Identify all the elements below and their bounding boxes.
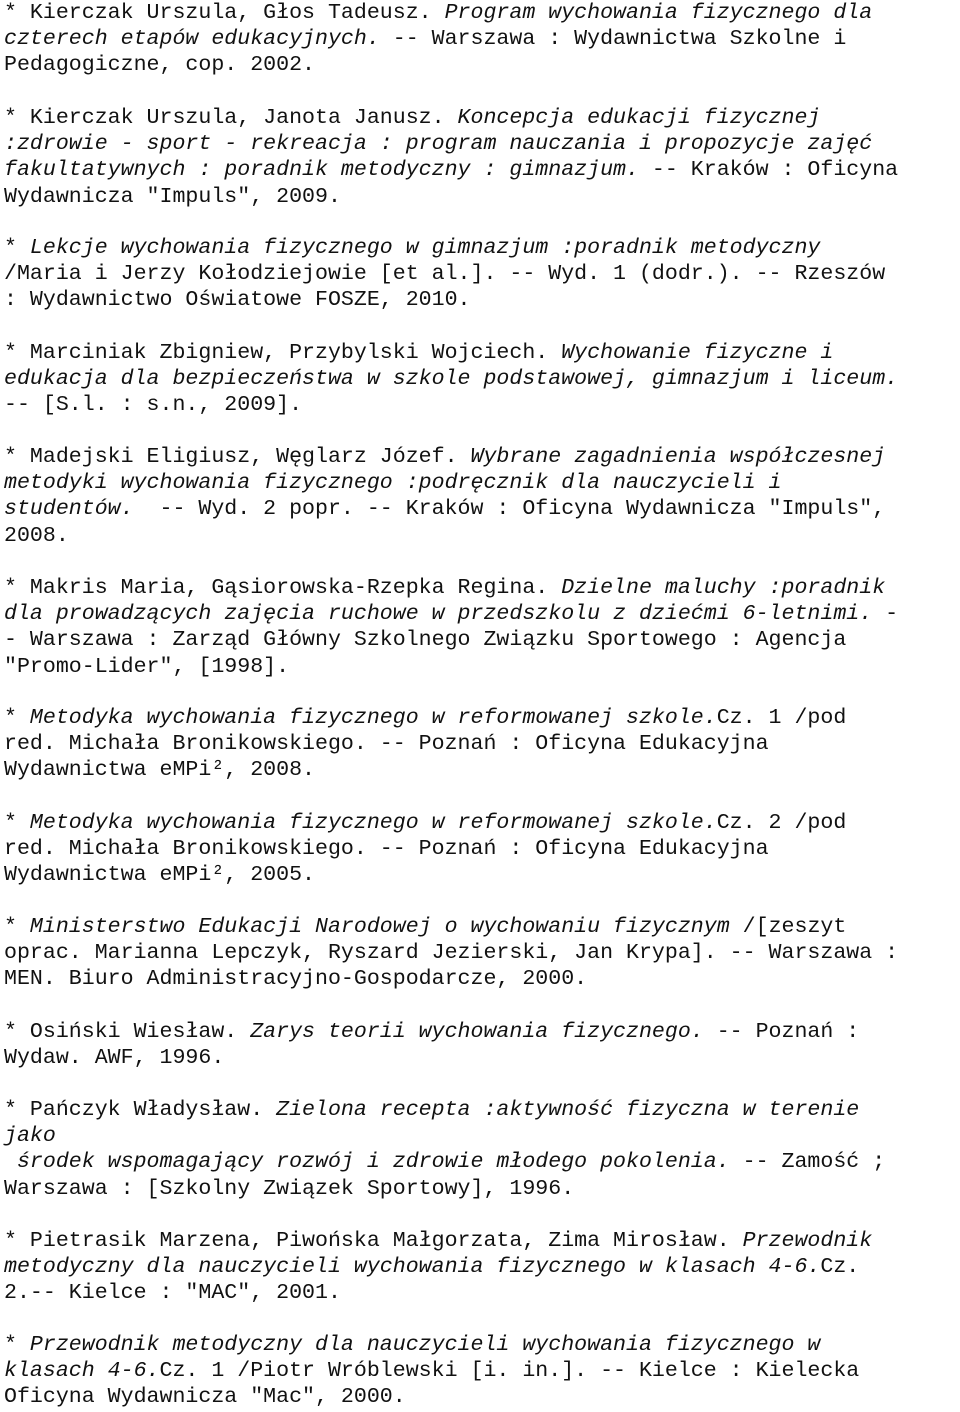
title-text: klasach 4-6. (4, 1359, 160, 1384)
citation-text: Cz. 1 /Piotr Wróblewski [i. in.]. -- Kielce : Kielecka (159, 1359, 860, 1384)
title-text: Ministerstwo Edukacji Narodowej o wychowaniu fizycznym (29, 915, 730, 939)
entry-line (4, 836, 769, 862)
entry-line (4, 157, 898, 183)
citation-text: * Osiński Wiesław. (4, 1020, 251, 1044)
entry-line (4, 1332, 820, 1358)
title-text: :zdrowie - sport - rekreacja : program nauczania i propozycje zajęć (4, 132, 873, 157)
citation-text: -- Kraków : Oficyna (638, 158, 899, 183)
title-text: Koncepcja edukacji fizycznej (457, 106, 821, 130)
citation-text: -- Wyd. 2 popr. -- Kraków : Oficyna Wydawnicza "Impuls", (133, 497, 886, 522)
citation-text: * (4, 236, 30, 260)
entry-line (4, 470, 782, 496)
citation-text: * Pietrasik Marzena, Piwońska Małgorzata, Zima Mirosław. (4, 1229, 743, 1253)
title-text: Metodyka wychowania fizycznego w reformowanej szkole. (29, 811, 717, 835)
entry-line (4, 340, 833, 366)
entry-line (4, 26, 846, 52)
entry-line (4, 1254, 859, 1280)
entry-line (4, 627, 846, 653)
entry-line (4, 914, 846, 940)
entry-line (4, 575, 885, 601)
citation-text: -- Zamość ; (729, 1150, 886, 1175)
title-text: Wychowanie fizyczne i (561, 341, 834, 365)
entry-line (4, 444, 885, 470)
entry-line (4, 1019, 859, 1045)
citation-text: red. Michała Bronikowskiego. -- Poznań : Oficyna Edukacyjna (4, 837, 769, 862)
citation-text: - (872, 602, 899, 627)
entry-line (4, 261, 885, 287)
citation-text: oprac. Marianna Lepczyk, Ryszard Jezierski, Jan Krypa]. -- Warszawa : (4, 941, 899, 966)
entry-line (4, 654, 289, 680)
citation-text: Wydawnictwa eMPi², 2008. (4, 758, 316, 783)
citation-text: * Makris Maria, Gąsiorowska-Rzepka Regina. (4, 576, 562, 600)
citation-text: * Kierczak Urszula, Głos Tadeusz. (4, 1, 445, 25)
citation-text: Wydawnictwa eMPi², 2005. (4, 863, 316, 888)
entry-line (4, 966, 587, 992)
title-text: metodyki wychowania fizycznego :podręcznik dla nauczycieli i (4, 471, 782, 496)
entry-line (4, 757, 315, 783)
citation-text: Wydawnicza "Impuls", 2009. (4, 184, 341, 209)
citation-text: /[zeszyt (729, 915, 847, 939)
title-text: edukacja dla bezpieczeństwa w szkole podstawowej, gimnazjum i liceum. (4, 367, 899, 392)
entry-line (4, 235, 820, 261)
entry-line (4, 523, 69, 549)
citation-text: Cz. (820, 1255, 860, 1280)
title-text: Program wychowania fizycznego dla (444, 1, 873, 25)
entry-line (4, 705, 846, 731)
entry-line (4, 392, 302, 418)
entry-line (4, 131, 872, 157)
citation-text: * (4, 1333, 30, 1357)
citation-text: -- Warszawa : Wydawnictwa Szkolne i (379, 27, 847, 52)
title-text: Przewodnik (742, 1229, 873, 1253)
entry-line (4, 1358, 859, 1384)
title-text: czterech etapów edukacyjnych. (4, 27, 380, 52)
entry-line (4, 1123, 56, 1149)
entry-line (4, 940, 898, 966)
entry-line (4, 1280, 341, 1306)
citation-text: * (4, 811, 30, 835)
title-text: Dzielne maluchy :poradnik (561, 576, 886, 600)
citation-text: - Warszawa : Zarząd Główny Szkolnego Związku Sportowego : Agencja (4, 628, 847, 653)
entry-line (4, 0, 872, 26)
citation-text: 2008. (4, 523, 69, 548)
title-text: Przewodnik metodyczny dla nauczycieli wychowania fizycznego w (29, 1333, 821, 1357)
title-text: studentów. (4, 497, 134, 522)
citation-text: /Maria i Jerzy Kołodziejowie [et al.]. -- Wyd. 1 (dodr.). -- Rzeszów (4, 262, 886, 287)
citation-text: * Pańczyk Władysław. (4, 1098, 277, 1122)
title-text: Metodyka wychowania fizycznego w reformowanej szkole. (29, 706, 717, 730)
entry-line (4, 496, 885, 522)
citation-text: : Wydawnictwo Oświatowe FOSZE, 2010. (4, 288, 471, 313)
citation-text: Oficyna Wydawnicza "Mac", 2000. (4, 1385, 406, 1410)
title-text: metodyczny dla nauczycieli wychowania fizycznego w klasach 4-6. (4, 1255, 821, 1280)
entry-line (4, 1149, 885, 1175)
citation-text: * Madejski Eligiusz, Węglarz Józef. (4, 445, 471, 469)
title-text: jako (4, 1124, 56, 1149)
citation-text: "Promo-Lider", [1998]. (4, 654, 290, 679)
entry-line (4, 1176, 574, 1202)
citation-text: * Marciniak Zbigniew, Przybylski Wojciech. (4, 341, 562, 365)
entry-line (4, 601, 898, 627)
title-text: fakultatywnych : poradnik metodyczny : gimnazjum. (4, 158, 639, 183)
entry-line (4, 1228, 872, 1254)
entry-line (4, 1097, 859, 1123)
entry-line (4, 287, 471, 313)
entry-line (4, 810, 846, 836)
citation-text: Cz. 2 /pod (716, 811, 847, 835)
title-text: Zielona recepta :aktywność fizyczna w terenie (276, 1098, 860, 1122)
citation-text: * (4, 706, 30, 730)
title-text: Wybrane zagadnienia współczesnej (470, 445, 886, 469)
entry-line (4, 862, 315, 888)
citation-text: Cz. 1 /pod (716, 706, 847, 730)
citation-text: -- Poznań : (703, 1020, 860, 1044)
entry-line (4, 1384, 406, 1410)
entry-line (4, 731, 769, 757)
entry-line (4, 105, 820, 131)
entry-line (4, 184, 341, 210)
entry-line (4, 366, 898, 392)
title-text: Lekcje wychowania fizycznego w gimnazjum :poradnik metodyczny (29, 236, 821, 260)
citation-text: * Kierczak Urszula, Janota Janusz. (4, 106, 458, 130)
citation-text: MEN. Biuro Administracyjno-Gospodarcze, 2000. (4, 967, 588, 992)
citation-text: Warszawa : [Szkolny Związek Sportowy], 1996. (4, 1176, 575, 1201)
title-text: Zarys teorii wychowania fizycznego. (250, 1020, 704, 1044)
citation-text: Pedagogiczne, cop. 2002. (4, 53, 316, 78)
citation-text: 2.-- Kielce : "MAC", 2001. (4, 1281, 341, 1306)
citation-text: -- [S.l. : s.n., 2009]. (4, 393, 303, 418)
entry-line (4, 1045, 224, 1071)
citation-text: * (4, 915, 30, 939)
title-text: środek wspomagający rozwój i zdrowie młodego pokolenia. (4, 1150, 730, 1175)
entry-line (4, 52, 315, 78)
title-text: dla prowadzących zajęcia ruchowe w przedszkolu z dziećmi 6-letnimi. (4, 602, 873, 627)
citation-text: Wydaw. AWF, 1996. (4, 1046, 225, 1071)
citation-text: red. Michała Bronikowskiego. -- Poznań : Oficyna Edukacyjna (4, 732, 769, 757)
